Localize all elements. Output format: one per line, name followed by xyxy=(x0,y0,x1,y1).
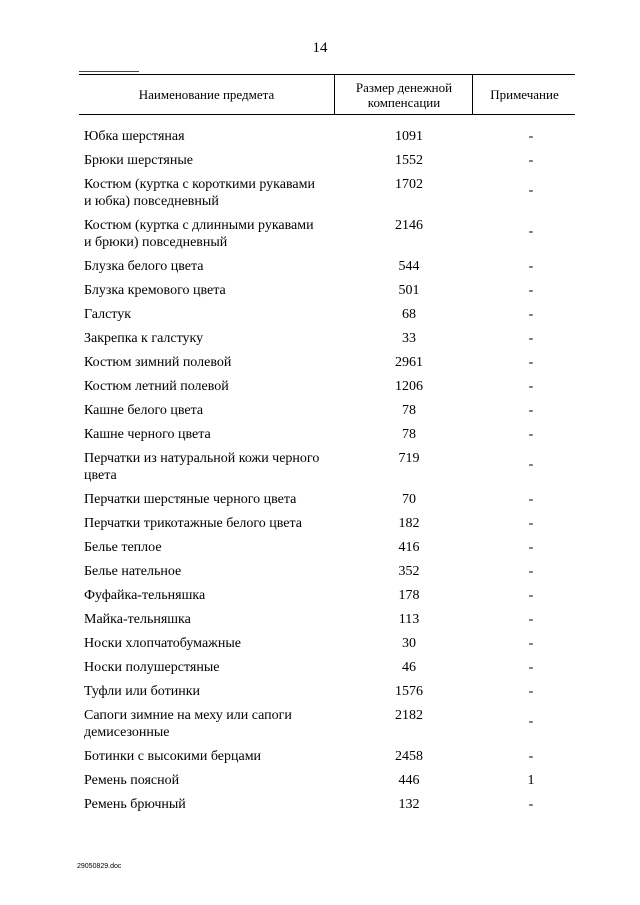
table-row xyxy=(84,611,575,628)
item-amount: 113 xyxy=(398,612,420,627)
item-name: Белье теплое xyxy=(84,540,162,555)
table-row xyxy=(84,659,575,676)
item-note: - xyxy=(528,636,534,651)
item-note: - xyxy=(528,129,534,144)
item-name: Галстук xyxy=(84,307,132,322)
item-name: Брюки шерстяные xyxy=(84,153,193,168)
item-note: - xyxy=(528,355,534,370)
item-amount: 2458 xyxy=(395,749,423,764)
table-body xyxy=(84,128,575,820)
table-row xyxy=(84,515,575,532)
table-row xyxy=(84,491,575,508)
item-name: Фуфайка-тельняшка xyxy=(84,588,206,603)
item-note: - xyxy=(528,331,534,346)
item-note: - xyxy=(528,564,534,579)
item-note: - xyxy=(528,516,534,531)
item-name: Белье нательное xyxy=(84,564,182,579)
item-name: Кашне белого цвета xyxy=(84,403,204,418)
item-name: Костюм (куртка с длинными рукавами и брюки) повседневный xyxy=(84,218,314,250)
item-name: Костюм летний полевой xyxy=(84,379,229,394)
item-amount: 70 xyxy=(402,492,416,507)
table-row xyxy=(84,772,575,789)
item-name: Закрепка к галстуку xyxy=(84,331,204,346)
table-row xyxy=(84,796,575,813)
item-name: Ботинки с высокими берцами xyxy=(84,749,262,764)
header-name: Наименование предмета xyxy=(138,86,275,102)
item-note: - xyxy=(528,684,534,699)
table-row xyxy=(84,217,575,251)
item-amount: 719 xyxy=(398,451,420,466)
item-note: - xyxy=(528,714,534,729)
item-amount: 2961 xyxy=(395,355,423,370)
item-amount: 416 xyxy=(398,540,420,555)
item-amount: 1091 xyxy=(395,129,423,144)
table-row xyxy=(84,707,575,741)
item-name: Блузка белого цвета xyxy=(84,259,204,274)
item-amount: 2182 xyxy=(395,708,423,723)
item-note: - xyxy=(528,457,534,472)
item-amount: 1702 xyxy=(395,177,423,192)
table-row xyxy=(84,683,575,700)
item-name: Майка-тельняшка xyxy=(84,612,191,627)
item-name: Ремень поясной xyxy=(84,773,180,788)
item-name: Блузка кремового цвета xyxy=(84,283,226,298)
item-note: - xyxy=(528,492,534,507)
table-row xyxy=(84,330,575,347)
table-row xyxy=(84,128,575,145)
item-amount: 132 xyxy=(398,797,420,812)
header-amount-line1: Размер денежной xyxy=(355,79,453,95)
item-note: - xyxy=(528,379,534,394)
item-name: Перчатки шерстяные черного цвета xyxy=(84,492,297,507)
item-note: - xyxy=(528,540,534,555)
item-name: Юбка шерстяная xyxy=(84,129,185,144)
item-name: Ремень брючный xyxy=(84,797,186,812)
item-name: Носки хлопчатобумажные xyxy=(84,636,241,651)
header-amount xyxy=(334,75,473,114)
table-row xyxy=(84,450,575,484)
item-amount: 78 xyxy=(402,427,416,442)
item-note: - xyxy=(528,660,534,675)
item-name: Туфли или ботинки xyxy=(84,684,201,699)
table-row xyxy=(84,402,575,419)
header-decor-rule xyxy=(79,71,139,72)
item-amount: 352 xyxy=(398,564,420,579)
item-name: Перчатки трикотажные белого цвета xyxy=(84,516,303,531)
table-header xyxy=(79,75,575,115)
table-row xyxy=(84,354,575,371)
table-row xyxy=(84,748,575,765)
item-name: Костюм зимний полевой xyxy=(84,355,232,370)
item-note: - xyxy=(528,307,534,322)
item-name: Костюм (куртка с короткими рукавами и юбка) повседневный xyxy=(84,177,315,209)
item-amount: 30 xyxy=(402,636,416,651)
item-name: Кашне черного цвета xyxy=(84,427,211,442)
table-row xyxy=(84,152,575,169)
item-amount: 182 xyxy=(398,516,420,531)
item-note: - xyxy=(528,259,534,274)
item-note: - xyxy=(528,403,534,418)
item-amount: 501 xyxy=(398,283,420,298)
table-row xyxy=(84,282,575,299)
table-row xyxy=(84,587,575,604)
item-amount: 46 xyxy=(402,660,416,675)
item-note: - xyxy=(528,153,534,168)
item-note: - xyxy=(528,749,534,764)
item-name: Перчатки из натуральной кожи черного цвета xyxy=(84,451,320,483)
page-number: 14 xyxy=(312,40,328,56)
table-row xyxy=(84,176,575,210)
item-amount: 1552 xyxy=(395,153,423,168)
item-amount: 446 xyxy=(398,773,420,788)
item-note: - xyxy=(528,588,534,603)
table-row xyxy=(84,635,575,652)
item-amount: 178 xyxy=(398,588,420,603)
table-row xyxy=(84,378,575,395)
item-amount: 78 xyxy=(402,403,416,418)
table-row xyxy=(84,426,575,443)
item-name: Сапоги зимние на меху или сапоги демисезонные xyxy=(84,708,292,740)
item-amount: 544 xyxy=(398,259,420,274)
item-note: - xyxy=(528,797,534,812)
table-row xyxy=(84,306,575,323)
header-note: Примечание xyxy=(472,75,576,114)
item-amount: 33 xyxy=(402,331,416,346)
item-note: 1 xyxy=(527,773,535,788)
table-row xyxy=(84,258,575,275)
item-note: - xyxy=(528,612,534,627)
item-note: - xyxy=(528,427,534,442)
item-note: - xyxy=(528,224,534,239)
item-amount: 1206 xyxy=(395,379,423,394)
footer-filename: 29050829.doc xyxy=(77,863,122,870)
table-row xyxy=(84,563,575,580)
item-name: Носки полушерстяные xyxy=(84,660,220,675)
item-note: - xyxy=(528,283,534,298)
item-amount: 1576 xyxy=(395,684,423,699)
item-amount: 2146 xyxy=(395,218,423,233)
item-amount: 68 xyxy=(402,307,416,322)
header-amount-line2: компенсации xyxy=(367,94,441,110)
item-note: - xyxy=(528,183,534,198)
table-row xyxy=(84,539,575,556)
